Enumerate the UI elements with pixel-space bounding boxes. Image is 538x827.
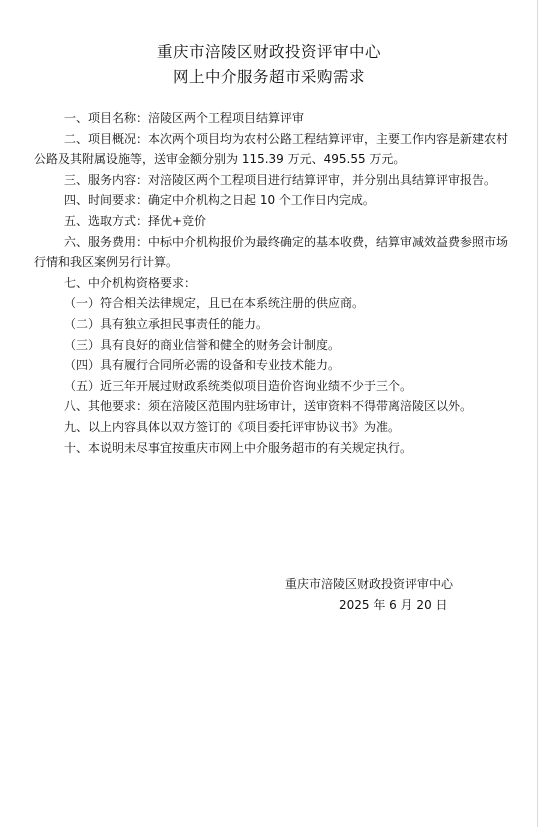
paragraph-time-requirement: 四、时间要求：确定中介机构之日起 10 个工作日内完成。	[64, 193, 375, 208]
paragraph-service-content: 三、服务内容：对涪陵区两个工程项目进行结算评审，并分别出具结算评审报告。	[64, 172, 497, 187]
signature-organization: 重庆市涪陵区财政投资评审中心	[285, 577, 454, 591]
paragraph-qualification-2: （二）具有独立承担民事责任的能力。	[64, 316, 269, 331]
paragraph-agreement-basis: 九、以上内容具体以双方签订的《项目委托评审协议书》为准。	[64, 419, 401, 434]
paragraph-project-overview: 二、项目概况：本次两个项目均为农村公路工程结算评审，主要工作内容是新建农村公路及其附属设施等，送审金额分别为 115.39 万元、495.55 万元。	[34, 131, 509, 167]
paragraph-qualification-heading: 七、中介机构资格要求：	[64, 275, 197, 290]
document-title-line1: 重庆市涪陵区财政投资评审中心	[156, 43, 381, 61]
paragraph-qualification-4: （四）具有履行合同所必需的设备和专业技术能力。	[64, 358, 341, 373]
document-body	[34, 108, 508, 458]
document-title-line2: 网上中介服务超市采购需求	[172, 68, 365, 86]
paragraph-qualification-5: （五）近三年开展过财政系统类似项目造价咨询业绩不少于三个。	[64, 378, 413, 393]
paragraph-qualification-1: （一）符合相关法律规定，且已在本系统注册的供应商。	[64, 296, 365, 311]
paragraph-selection-method: 五、选取方式：择优+竞价	[64, 213, 207, 228]
paragraph-service-fee: 六、服务费用：中标中介机构报价为最终确定的基本收费，结算审减效益费参照市场行情和我区案例另行计算。	[34, 234, 509, 270]
paragraph-other-requirements: 八、其他要求：须在涪陵区范围内驻场审计，送审资料不得带离涪陵区以外。	[64, 399, 473, 414]
paragraph-project-name: 一、项目名称：涪陵区两个工程项目结算评审	[64, 111, 305, 125]
paragraph-unaddressed-matters: 十、本说明未尽事宜按重庆市网上中介服务超市的有关规定执行。	[64, 440, 413, 455]
paragraph-qualification-3: （三）具有良好的商业信誉和健全的财务会计制度。	[64, 337, 341, 352]
signature-date: 2025 年 6 月 20 日	[339, 598, 448, 612]
